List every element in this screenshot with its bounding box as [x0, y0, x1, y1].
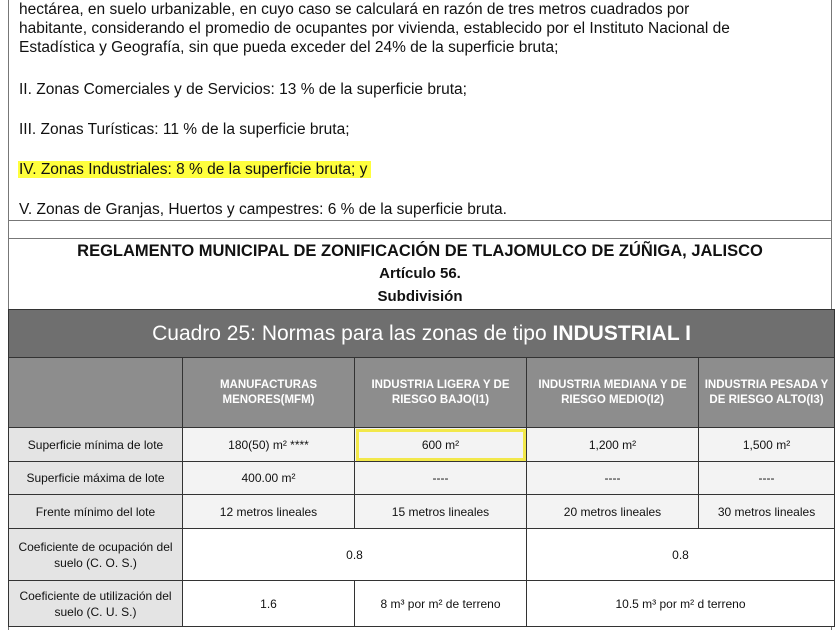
table-row	[9, 581, 835, 627]
item-ii: II. Zonas Comerciales y de Servicios: 13 % de la superficie bruta;	[19, 81, 467, 98]
article-number: Artículo 56.	[379, 265, 461, 282]
table-cell: 0.8	[183, 529, 527, 581]
industrial-norms-table	[8, 309, 834, 627]
row-label: Frente mínimo del lote	[9, 495, 183, 529]
item-v: V. Zonas de Granjas, Huertos y campestres: 6 % de la superficie bruta.	[19, 201, 507, 218]
table-cell: ----	[355, 462, 527, 495]
table-cell: 400.00 m²	[183, 462, 355, 495]
highlighted-text: IV. Zonas Industriales: 8 % de la superficie bruta; y	[18, 161, 371, 178]
table-title-bold: INDUSTRIAL I	[552, 321, 691, 345]
item-iii: III. Zonas Turísticas: 11 % de la superficie bruta;	[19, 121, 350, 138]
row-label: Coeficiente de utilización del suelo (C. U. S.)	[9, 581, 183, 627]
table-title	[9, 310, 835, 358]
row-label: Superficie mínima de lote	[9, 428, 183, 462]
table-cell: 10.5 m³ por m² d terreno	[527, 581, 835, 627]
table-cell: 30 metros lineales	[699, 495, 835, 529]
article-subtitle: Subdivisión	[377, 288, 463, 305]
row-label: Superficie máxima de lote	[9, 462, 183, 495]
table-row	[9, 428, 835, 462]
table-row	[9, 462, 835, 495]
header-mfm: MANUFACTURAS MENORES(MFM)	[183, 358, 355, 428]
header-i2: INDUSTRIA MEDIANA Y DE RIESGO MEDIO(I2)	[527, 358, 699, 428]
table-cell: 12 metros lineales	[183, 495, 355, 529]
table-title-text: Cuadro 25: Normas para las zonas de tipo	[152, 321, 553, 345]
table-cell: 0.8	[527, 529, 835, 581]
table-cell: 180(50) m² ****	[183, 428, 355, 462]
table-row	[9, 529, 835, 581]
table-cell: 8 m³ por m² de terreno	[355, 581, 527, 627]
header-empty	[9, 358, 183, 428]
row-label: Coeficiente de ocupación del suelo (C. O. S.)	[9, 529, 183, 581]
table-cell: 1.6	[183, 581, 355, 627]
header-i3: INDUSTRIA PESADA Y DE RIESGO ALTO(I3)	[699, 358, 835, 428]
divider	[9, 238, 831, 239]
table-cell: 20 metros lineales	[527, 495, 699, 529]
item-iv	[19, 160, 371, 180]
table-cell: 15 metros lineales	[355, 495, 527, 529]
regulation-heading: REGLAMENTO MUNICIPAL DE ZONIFICACIÓN DE TLAJOMULCO DE ZÚÑIGA, JALISCO	[77, 242, 763, 260]
paragraph-line-3: Estadística y Geografía, sin que pueda exceder del 24% de la superficie bruta;	[19, 39, 559, 56]
divider	[9, 220, 831, 221]
table-cell: ----	[699, 462, 835, 495]
table-row	[9, 495, 835, 529]
paragraph-line-2: habitante, considerando el promedio de ocupantes por vivienda, establecido por el Instituto Nacional de	[19, 20, 730, 37]
table-cell: ----	[527, 462, 699, 495]
header-i1: INDUSTRIA LIGERA Y DE RIESGO BAJO(I1)	[355, 358, 527, 428]
table-cell-highlighted: 600 m²	[355, 428, 527, 462]
table-cell: 1,200 m²	[527, 428, 699, 462]
paragraph-line-1: hectárea, en suelo urbanizable, en cuyo caso se calculará en razón de tres metros cuadrados por	[19, 1, 690, 18]
table-cell: 1,500 m²	[699, 428, 835, 462]
